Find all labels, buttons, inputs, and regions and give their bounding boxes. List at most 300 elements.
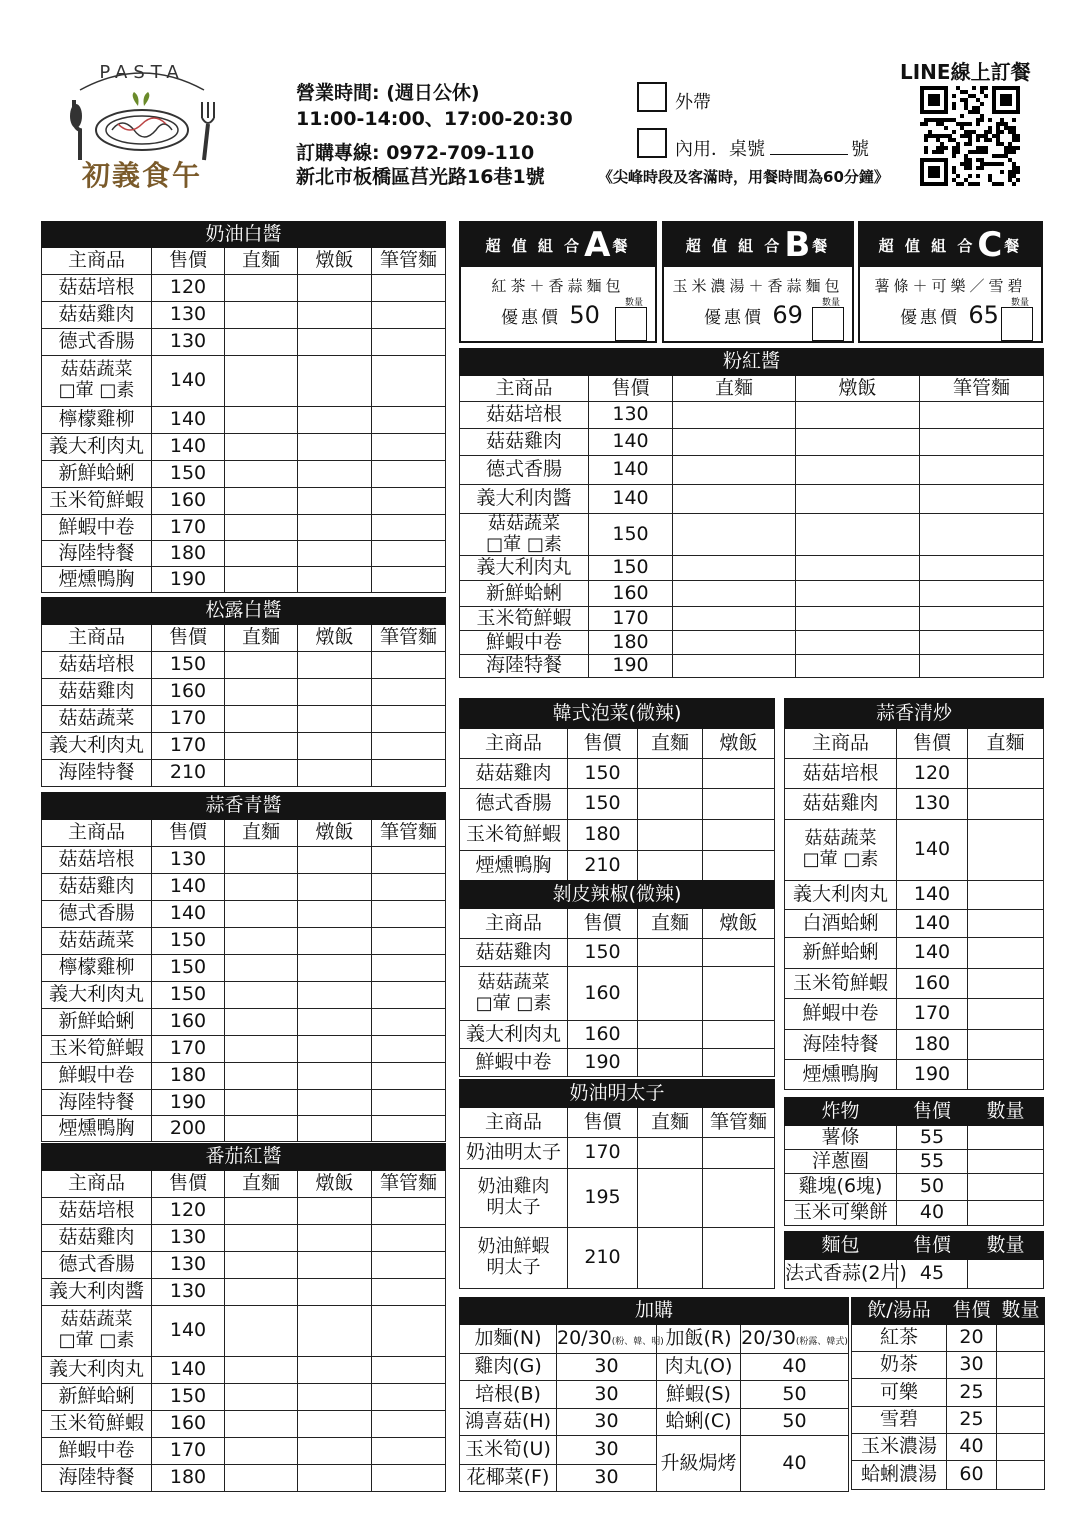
order-cell[interactable] <box>225 1357 298 1384</box>
order-cell[interactable] <box>703 1138 775 1169</box>
table-row <box>42 567 446 593</box>
truffle-col-header: 直麵 <box>225 625 298 652</box>
order-cell[interactable] <box>372 901 446 928</box>
order-cell[interactable] <box>638 1021 703 1049</box>
combo-c[interactable] <box>858 221 1043 343</box>
table-row <box>785 789 1044 820</box>
order-cell[interactable] <box>372 847 446 874</box>
order-cell[interactable] <box>997 1325 1045 1352</box>
order-cell[interactable] <box>703 1049 775 1077</box>
item-cell <box>460 851 568 881</box>
order-cell[interactable] <box>372 652 446 679</box>
order-cell[interactable] <box>920 485 1044 514</box>
order-cell[interactable] <box>372 733 446 760</box>
item-option[interactable]: □葷 □素 <box>475 992 552 1014</box>
order-cell[interactable] <box>372 874 446 901</box>
item-cell <box>42 1036 152 1063</box>
pesto-col-header: 直麵 <box>225 820 298 847</box>
order-cell[interactable] <box>968 1030 1044 1060</box>
order-cell[interactable] <box>703 759 775 789</box>
line-order-label: LINE線上訂餐 <box>900 60 1031 84</box>
table-row <box>42 1357 446 1384</box>
table-row <box>42 1063 446 1090</box>
order-cell[interactable] <box>372 679 446 706</box>
order-cell[interactable] <box>796 402 920 429</box>
order-cell[interactable] <box>298 567 372 593</box>
order-cell[interactable] <box>997 1461 1045 1490</box>
order-cell[interactable] <box>225 901 298 928</box>
order-cell[interactable] <box>298 275 372 302</box>
item-cell <box>460 556 589 581</box>
order-cell[interactable] <box>372 434 446 461</box>
order-cell[interactable] <box>298 1225 372 1252</box>
table-row <box>852 1352 1045 1379</box>
item-name: 海陸特餐 <box>802 1032 879 1055</box>
order-cell[interactable] <box>298 1198 372 1225</box>
combo-qty-label: 數量 <box>1010 298 1029 308</box>
hours-times: 11:00-14:00、17:00-20:30 <box>296 108 573 130</box>
item-name: 義大利肉丸 <box>48 734 144 757</box>
item-option[interactable]: □葷 □素 <box>802 849 879 870</box>
order-cell[interactable] <box>796 655 920 678</box>
order-cell[interactable] <box>968 1126 1044 1150</box>
item-price: 130 <box>897 789 968 820</box>
order-cell[interactable] <box>968 1150 1044 1174</box>
order-cell[interactable] <box>796 631 920 655</box>
order-cell[interactable] <box>225 652 298 679</box>
combo-b[interactable] <box>662 221 854 343</box>
order-cell[interactable] <box>372 1357 446 1384</box>
order-cell[interactable] <box>968 938 1044 969</box>
order-cell[interactable] <box>997 1352 1045 1379</box>
order-cell[interactable] <box>372 275 446 302</box>
table-row <box>42 1090 446 1116</box>
table-row <box>785 1260 1044 1289</box>
order-cell[interactable] <box>225 567 298 593</box>
order-cell[interactable] <box>225 488 298 515</box>
order-cell[interactable] <box>298 982 372 1009</box>
order-cell[interactable] <box>673 429 796 456</box>
order-cell[interactable] <box>796 607 920 631</box>
order-cell[interactable] <box>968 910 1044 938</box>
order-cell[interactable] <box>298 1465 372 1492</box>
addon-price: 30 <box>557 1465 657 1492</box>
table-row <box>785 1030 1044 1060</box>
item-cell <box>460 789 568 820</box>
order-cell[interactable] <box>225 407 298 434</box>
order-cell[interactable] <box>298 1009 372 1036</box>
order-cell[interactable] <box>703 1021 775 1049</box>
order-cell[interactable] <box>298 515 372 541</box>
item-name: 雞塊(6塊) <box>798 1175 883 1198</box>
order-cell[interactable] <box>638 759 703 789</box>
order-cell[interactable] <box>968 1201 1044 1226</box>
item-cell <box>460 820 568 851</box>
order-cell[interactable] <box>968 1260 1044 1289</box>
item-option[interactable]: □葷 □素 <box>486 533 562 555</box>
item-option[interactable]: 明太子 <box>486 1257 541 1278</box>
item-option[interactable]: □葷 □素 <box>58 1330 135 1351</box>
addon-item[interactable]: 升級焗烤 <box>657 1436 741 1492</box>
order-cell[interactable] <box>372 488 446 515</box>
order-cell[interactable] <box>920 581 1044 607</box>
order-cell[interactable] <box>225 955 298 982</box>
order-cell[interactable] <box>298 1357 372 1384</box>
takeout-checkbox[interactable] <box>637 82 667 112</box>
order-cell[interactable] <box>920 655 1044 678</box>
item-price: 140 <box>589 429 673 456</box>
order-cell[interactable] <box>920 514 1044 556</box>
item-cell <box>42 733 152 760</box>
item-name: 玉米可樂餅 <box>792 1201 888 1224</box>
order-cell[interactable] <box>225 356 298 407</box>
order-cell[interactable] <box>225 733 298 760</box>
addon-item[interactable]: 肉丸(O) <box>657 1354 741 1381</box>
item-price: 130 <box>152 1225 225 1252</box>
order-cell[interactable] <box>298 760 372 787</box>
order-cell[interactable] <box>673 607 796 631</box>
item-option[interactable]: □葷 □素 <box>58 380 135 401</box>
combo-a[interactable] <box>459 221 657 343</box>
order-cell[interactable] <box>298 901 372 928</box>
order-cell[interactable] <box>372 955 446 982</box>
item-name: 義大利肉醬 <box>48 1280 144 1303</box>
order-cell[interactable] <box>997 1407 1045 1434</box>
order-cell[interactable] <box>703 967 775 1021</box>
order-cell[interactable] <box>298 1438 372 1465</box>
item-cell <box>460 581 589 607</box>
order-cell[interactable] <box>225 1252 298 1279</box>
order-cell[interactable] <box>638 967 703 1021</box>
item-price: 190 <box>152 567 225 593</box>
order-cell[interactable] <box>372 982 446 1009</box>
addon-item[interactable]: 培根(B) <box>460 1381 557 1409</box>
order-cell[interactable] <box>298 356 372 407</box>
order-cell[interactable] <box>920 631 1044 655</box>
table-row <box>460 1228 775 1289</box>
order-cell[interactable] <box>638 939 703 967</box>
item-name: 菇菇雞肉 <box>475 761 552 784</box>
order-cell[interactable] <box>796 581 920 607</box>
table-row <box>42 1116 446 1142</box>
takeout-label: 外帶 <box>675 92 711 113</box>
order-cell[interactable] <box>225 329 298 356</box>
item-name: 菇菇雞肉 <box>802 792 879 815</box>
order-cell[interactable] <box>298 733 372 760</box>
order-cell[interactable] <box>372 706 446 733</box>
mentai-col-header: 主商品 <box>460 1108 568 1138</box>
order-cell[interactable] <box>225 874 298 901</box>
item-name: 德式香腸 <box>475 792 552 815</box>
order-cell[interactable] <box>968 969 1044 999</box>
order-cell[interactable] <box>225 1279 298 1306</box>
order-cell[interactable] <box>225 1225 298 1252</box>
order-cell[interactable] <box>372 567 446 593</box>
item-name: 新鮮蛤蜊 <box>58 1385 135 1408</box>
addon-item[interactable]: 鴻喜菇(H) <box>460 1409 557 1436</box>
order-cell[interactable] <box>298 1384 372 1411</box>
order-cell[interactable] <box>298 874 372 901</box>
order-cell[interactable] <box>372 407 446 434</box>
item-name: 玉米筍鮮蝦 <box>48 1037 144 1060</box>
order-cell[interactable] <box>920 402 1044 429</box>
item-price: 40 <box>897 1201 968 1226</box>
order-cell[interactable] <box>372 1090 446 1116</box>
rose-col-header: 筆管麵 <box>920 376 1044 402</box>
order-cell[interactable] <box>703 1228 775 1289</box>
order-cell[interactable] <box>298 302 372 329</box>
order-cell[interactable] <box>225 1116 298 1142</box>
order-cell[interactable] <box>372 356 446 407</box>
order-cell[interactable] <box>638 1228 703 1289</box>
item-price: 130 <box>152 329 225 356</box>
qr-code-icon[interactable] <box>920 86 1020 186</box>
order-cell[interactable] <box>673 631 796 655</box>
item-name: 菇菇蔬菜 <box>58 929 135 952</box>
order-cell[interactable] <box>225 275 298 302</box>
item-cell <box>42 356 152 407</box>
order-cell[interactable] <box>372 1036 446 1063</box>
order-cell[interactable] <box>796 514 920 556</box>
addon-item[interactable]: 蛤蜊(C) <box>657 1409 741 1436</box>
order-cell[interactable] <box>372 1225 446 1252</box>
rose-col-header: 售價 <box>589 376 673 402</box>
order-cell[interactable] <box>997 1379 1045 1407</box>
item-cell <box>785 759 897 789</box>
order-cell[interactable] <box>225 1306 298 1357</box>
order-cell[interactable] <box>372 1116 446 1142</box>
order-cell[interactable] <box>372 1306 446 1357</box>
item-name: 新鮮蛤蜊 <box>58 1010 135 1033</box>
order-cell[interactable] <box>372 329 446 356</box>
table-row <box>785 999 1044 1030</box>
order-cell[interactable] <box>703 939 775 967</box>
table-row <box>42 679 446 706</box>
order-cell[interactable] <box>638 851 703 881</box>
order-cell[interactable] <box>225 982 298 1009</box>
order-cell[interactable] <box>673 556 796 581</box>
order-cell[interactable] <box>225 1411 298 1438</box>
combo-qty-label: 數量 <box>821 298 840 308</box>
order-cell[interactable] <box>225 1063 298 1090</box>
order-cell[interactable] <box>372 1252 446 1279</box>
order-cell[interactable] <box>298 1063 372 1090</box>
item-name: 菇菇培根 <box>58 276 135 299</box>
order-cell[interactable] <box>298 1306 372 1357</box>
item-cell <box>42 488 152 515</box>
item-price: 180 <box>897 1030 968 1060</box>
item-price: 200 <box>152 1116 225 1142</box>
order-cell[interactable] <box>225 541 298 567</box>
order-cell[interactable] <box>796 556 920 581</box>
order-cell[interactable] <box>298 461 372 488</box>
order-cell[interactable] <box>225 1438 298 1465</box>
order-cell[interactable] <box>225 302 298 329</box>
order-cell[interactable] <box>372 1063 446 1090</box>
order-cell[interactable] <box>920 556 1044 581</box>
order-cell[interactable] <box>298 329 372 356</box>
order-cell[interactable] <box>673 655 796 678</box>
item-price: 130 <box>152 847 225 874</box>
pesto-col-header: 售價 <box>152 820 225 847</box>
order-cell[interactable] <box>673 514 796 556</box>
order-cell[interactable] <box>298 407 372 434</box>
order-cell[interactable] <box>372 1198 446 1225</box>
cream-col-header: 主商品 <box>42 248 152 275</box>
item-price: 170 <box>152 1036 225 1063</box>
table-row <box>460 556 1044 581</box>
order-cell[interactable] <box>638 789 703 820</box>
order-cell[interactable] <box>703 851 775 881</box>
order-cell[interactable] <box>372 760 446 787</box>
item-cell <box>42 1306 152 1357</box>
order-cell[interactable] <box>225 1465 298 1492</box>
item-cell <box>42 955 152 982</box>
order-cell[interactable] <box>225 515 298 541</box>
combo-title: 超 值 組 合 B 餐 <box>664 223 852 267</box>
order-cell[interactable] <box>225 434 298 461</box>
order-cell[interactable] <box>298 488 372 515</box>
order-cell[interactable] <box>968 1174 1044 1201</box>
item-name: 玉米筍鮮蝦 <box>792 971 888 994</box>
item-name: 義大利肉丸 <box>48 1358 144 1381</box>
item-cell <box>852 1407 947 1434</box>
order-cell[interactable] <box>968 999 1044 1030</box>
order-cell[interactable] <box>298 434 372 461</box>
order-cell[interactable] <box>968 759 1044 789</box>
fried-col-header: 售價 <box>897 1098 968 1126</box>
combo-qty-box[interactable] <box>615 307 647 341</box>
order-cell[interactable] <box>920 429 1044 456</box>
order-cell[interactable] <box>372 1465 446 1492</box>
order-cell[interactable] <box>225 706 298 733</box>
order-cell[interactable] <box>298 1116 372 1142</box>
order-cell[interactable] <box>298 928 372 955</box>
order-cell[interactable] <box>673 581 796 607</box>
order-cell[interactable] <box>298 1252 372 1279</box>
combo-qty-box[interactable] <box>812 307 844 341</box>
order-cell[interactable] <box>796 456 920 485</box>
order-cell[interactable] <box>673 456 796 485</box>
order-cell[interactable] <box>673 485 796 514</box>
order-cell[interactable] <box>372 302 446 329</box>
order-cell[interactable] <box>298 1036 372 1063</box>
order-cell[interactable] <box>638 1169 703 1228</box>
order-cell[interactable] <box>372 461 446 488</box>
order-cell[interactable] <box>298 1411 372 1438</box>
addon-item[interactable]: 玉米筍(U) <box>460 1436 557 1465</box>
item-price: 170 <box>897 999 968 1030</box>
order-cell[interactable] <box>225 847 298 874</box>
item-name: 鮮蝦中卷 <box>802 1002 879 1025</box>
order-cell[interactable] <box>920 607 1044 631</box>
addon-item[interactable]: 鮮蝦(S) <box>657 1381 741 1409</box>
item-name: 鮮蝦中卷 <box>58 515 135 538</box>
table-row <box>42 541 446 567</box>
order-cell[interactable] <box>372 515 446 541</box>
order-cell[interactable] <box>703 789 775 820</box>
order-cell[interactable] <box>920 456 1044 485</box>
order-cell[interactable] <box>225 1198 298 1225</box>
item-name: 檸檬雞柳 <box>58 408 135 431</box>
item-price: 150 <box>568 939 638 967</box>
item-option[interactable]: 明太子 <box>486 1197 541 1218</box>
order-cell[interactable] <box>298 847 372 874</box>
order-cell[interactable] <box>298 706 372 733</box>
order-cell[interactable] <box>997 1434 1045 1461</box>
order-cell[interactable] <box>298 1090 372 1116</box>
drinks-col-header: 飲/湯品 <box>852 1298 947 1325</box>
order-cell[interactable] <box>225 1384 298 1411</box>
item-name: 玉米濃湯 <box>860 1435 937 1458</box>
dinein-checkbox[interactable] <box>637 128 667 158</box>
order-cell[interactable] <box>225 760 298 787</box>
order-cell[interactable] <box>372 1279 446 1306</box>
order-cell[interactable] <box>638 820 703 851</box>
addon-item[interactable]: 花椰菜(F) <box>460 1465 557 1492</box>
table-row <box>785 1126 1044 1150</box>
order-cell[interactable] <box>796 429 920 456</box>
table-row <box>460 429 1044 456</box>
item-price: 195 <box>568 1169 638 1228</box>
item-price: 170 <box>152 515 225 541</box>
order-cell[interactable] <box>372 1009 446 1036</box>
order-cell[interactable] <box>968 881 1044 910</box>
order-cell[interactable] <box>638 1138 703 1169</box>
order-cell[interactable] <box>225 1009 298 1036</box>
order-cell[interactable] <box>968 820 1044 881</box>
order-cell[interactable] <box>638 1049 703 1077</box>
order-cell[interactable] <box>372 1438 446 1465</box>
order-cell[interactable] <box>703 820 775 851</box>
order-cell[interactable] <box>298 541 372 567</box>
order-cell[interactable] <box>703 1169 775 1228</box>
table-row <box>460 939 775 967</box>
order-cell[interactable] <box>225 928 298 955</box>
table-row <box>42 982 446 1009</box>
item-price: 20 <box>947 1325 997 1352</box>
order-cell[interactable] <box>968 1060 1044 1090</box>
item-price: 170 <box>152 706 225 733</box>
order-cell[interactable] <box>225 1090 298 1116</box>
order-cell[interactable] <box>225 1036 298 1063</box>
order-cell[interactable] <box>298 652 372 679</box>
order-cell[interactable] <box>372 928 446 955</box>
item-cell <box>460 607 589 631</box>
order-cell[interactable] <box>298 955 372 982</box>
item-price: 45 <box>897 1260 968 1289</box>
item-price: 190 <box>589 655 673 678</box>
table-number-line[interactable] <box>770 154 848 155</box>
addon-item[interactable]: 雞肉(G) <box>460 1354 557 1381</box>
order-cell[interactable] <box>372 1384 446 1411</box>
order-cell[interactable] <box>372 541 446 567</box>
order-cell[interactable] <box>225 679 298 706</box>
item-price: 55 <box>897 1150 968 1174</box>
table-row <box>42 1438 446 1465</box>
order-cell[interactable] <box>225 461 298 488</box>
order-cell[interactable] <box>968 789 1044 820</box>
combo-qty-box[interactable] <box>1001 307 1033 341</box>
table-row <box>460 581 1044 607</box>
order-cell[interactable] <box>298 679 372 706</box>
order-cell[interactable] <box>796 485 920 514</box>
garlic-col-header: 售價 <box>897 729 968 759</box>
order-cell[interactable] <box>372 1411 446 1438</box>
order-cell[interactable] <box>673 402 796 429</box>
item-price: 40 <box>947 1434 997 1461</box>
order-cell[interactable] <box>298 1279 372 1306</box>
